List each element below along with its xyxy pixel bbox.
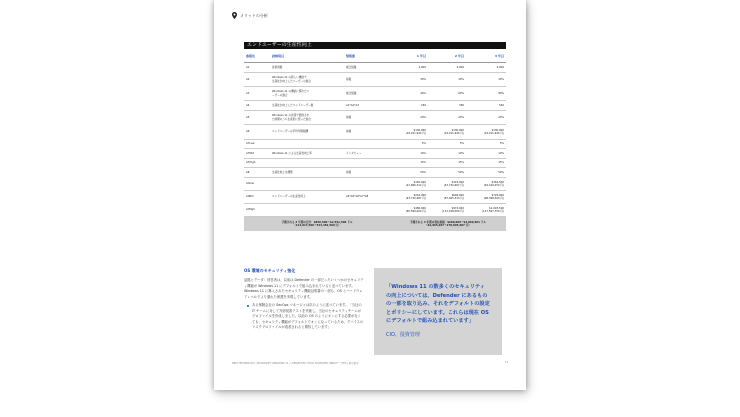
location-pin-icon — [232, 12, 237, 19]
cell-year2: 15% — [428, 159, 466, 168]
cell-year2: 2,000 — [428, 63, 466, 73]
cell-year2: $130,000 (19,221,944 円) — [428, 125, 466, 140]
cell-ref: AtMid — [244, 191, 270, 204]
col-year3: 3 年目 — [466, 50, 506, 63]
cell-year3: 20% — [466, 111, 506, 125]
cell-year3: 30% — [466, 73, 506, 87]
cell-ref: A7High — [244, 159, 270, 168]
cell-item — [270, 204, 344, 217]
bullet-dot — [247, 305, 249, 307]
cell-year1: 40% — [390, 87, 428, 101]
bullet-text: ある保険会社の SecOps マネージャは次のように述べています。「当社の IT チームに対して外部侵害テストを実施し、当社のセキュリティチームがプロファイルを作成しました。以前の OS のようにオンにする必要がなくても、セキュリティ機能がデフォルトでオンになっているため、デバイスのリスクプロファイルが改善されると期待しています」 — [252, 303, 364, 329]
cell-year3: $130,000 (19,221,944 円) — [466, 125, 506, 140]
page-header — [232, 12, 268, 19]
cell-item: エンドユーザーの平均年間報酬 — [270, 125, 344, 140]
cell-item: 従業員数 — [270, 63, 344, 73]
section-heading: OS 環境のセキュリティ強化 — [244, 268, 296, 273]
table-row — [244, 101, 506, 111]
cell-source: 前提 — [344, 111, 390, 125]
cell-ref: AtLow — [244, 178, 270, 191]
cell-year2: $648,000 (87,465,333 円) — [428, 191, 466, 204]
cell-ref: A8 — [244, 168, 270, 178]
document-page — [214, 0, 526, 390]
table-header-row — [244, 50, 506, 63]
cell-year2: 60% — [428, 87, 466, 101]
cell-year1: 30% — [390, 73, 428, 87]
cell-item: Windows 11 の機能に慣れたユ ーザーの割合 — [270, 87, 344, 101]
cell-source: 複合組織 — [344, 87, 390, 101]
col-year2: 2 年目 — [428, 50, 466, 63]
section-label: メリットの分析 — [240, 12, 268, 18]
table-row — [244, 140, 506, 149]
cell-source: 複合組織 — [344, 63, 390, 73]
cell-year2: 20% — [428, 111, 466, 125]
productivity-table — [244, 50, 506, 231]
cell-year1: 5% — [390, 140, 428, 149]
table-row — [244, 63, 506, 73]
cell-ref: A7Low — [244, 140, 270, 149]
cell-item: Windows 11 の新しい機能で 生産性が向上したユーザーの割合 — [270, 73, 344, 87]
cell-item — [270, 178, 344, 191]
cell-source: 前提 — [344, 125, 390, 140]
table-total-row — [244, 217, 506, 232]
cell-item: 生産性が向上したエンドユーザー数 — [270, 101, 344, 111]
table-row — [244, 191, 506, 204]
cell-item: Windows 11 の改善で節約され た時間のうち生産的に使った割合 — [270, 111, 344, 125]
cell-item: Windows 11 による生産性向上率 — [270, 149, 344, 159]
list-item — [244, 303, 364, 331]
col-ref: 参照先 — [244, 50, 270, 63]
cell-year3: $1,093,500 (147,597,750 円) — [466, 204, 506, 217]
cell-ref: A1 — [244, 63, 270, 73]
cell-year1: 2,000 — [390, 63, 428, 73]
page-footer — [232, 361, 508, 365]
cell-year1: $130,000 (19,221,944 円) — [390, 125, 428, 140]
table-row — [244, 125, 506, 140]
cell-ref: A7Mid — [244, 149, 270, 159]
cell-ref: AtHigh — [244, 204, 270, 217]
cell-year3: 50% — [466, 168, 506, 178]
cell-source — [344, 140, 390, 149]
section-body — [244, 278, 364, 331]
cell-year2: $324,000 (43,732,667 円) — [428, 178, 466, 191]
pull-quote — [374, 268, 502, 355]
total-present-value: 予測される 3 年間の現在価値：$690,000～$2,069,601 ドル （92,965,067～278,895,607 円） — [390, 217, 506, 232]
quote-source: CIO、投資管理 — [386, 331, 420, 338]
table-row — [244, 73, 506, 87]
cell-item — [270, 159, 344, 168]
cell-year3: $364,500 (49,199,250 円) — [466, 178, 506, 191]
evidence-paragraph: 証拠とデータ：回答者は、以前は Defender の一部だったいくつかのセキュリティ機能が Windows 11 にデフォルトで組み込まれていると述べています。Windows 11 に導入されたセキュリティ機能証明書の一部も、OS とハードウェアレベルでより優れた保護を実現しています。 — [244, 278, 364, 299]
cell-item: 生産性向上を調整 — [270, 168, 344, 178]
table-row — [244, 168, 506, 178]
cell-ref: A3 — [244, 87, 270, 101]
page-number: 11 — [504, 361, 508, 364]
cell-year2: 10% — [428, 149, 466, 159]
cell-year1: 50% — [390, 168, 428, 178]
col-item: 評価項目 — [270, 50, 344, 63]
cell-year1: 10% — [390, 149, 428, 159]
cell-year3: 80% — [466, 87, 506, 101]
table-row — [244, 149, 506, 159]
col-year1: 1 年目 — [390, 50, 428, 63]
cell-source: インタビュー — [344, 149, 390, 159]
cell-ref: A2 — [244, 73, 270, 87]
footer-text: NEW TECHNOLOGY | MICROSOFT WINDOWS 11 の PROJECTED TOTAL ECONOMIC IMPACT™ (TEI) | 推奨事項 — [232, 362, 359, 365]
cell-item: エンドユーザーの生産性向上 — [270, 191, 344, 204]
cell-ref: A4 — [244, 101, 270, 111]
cell-year3: $729,000 (98,398,500 円) — [466, 191, 506, 204]
cell-year2: 5% — [428, 140, 466, 149]
cell-year1: 240 — [390, 101, 428, 111]
cell-year2: 360 — [428, 101, 466, 111]
table-row — [244, 87, 506, 101]
cell-source: 前提 — [344, 73, 390, 87]
cell-year1: 20% — [390, 111, 428, 125]
table-row — [244, 159, 506, 168]
cell-ref: A5 — [244, 111, 270, 125]
quote-text: 「Windows 11 の数多くのセキュリティの向上については、Defender にあるものの一部を取り込み、それをデフォルトの設定とポリシーにしています。これらは現在 OS にデフォルトで組み込まれています」 — [386, 284, 490, 325]
cell-year3: 10% — [466, 149, 506, 159]
cell-year2: 50% — [428, 168, 466, 178]
table-row — [244, 204, 506, 217]
cell-source: A1*A2*A3 — [344, 101, 390, 111]
cell-year1: $162,000 (21,896,312 円) — [390, 178, 428, 191]
cell-year1: 15% — [390, 159, 428, 168]
cell-item — [270, 140, 344, 149]
cell-year3: 5% — [466, 140, 506, 149]
cell-year1: $486,000 (65,599,000 円) — [390, 204, 428, 217]
cell-source — [344, 159, 390, 168]
cell-year2: 30% — [428, 73, 466, 87]
cell-source: A4*A5*A6*A7*A8 — [344, 191, 390, 204]
table-row — [244, 178, 506, 191]
cell-source — [344, 178, 390, 191]
cell-source — [344, 204, 390, 217]
col-source: 情報源 — [344, 50, 390, 63]
cell-ref: A6 — [244, 125, 270, 140]
total-three-year: 予測される 3 年間の合計：$850,500～$2,551,500 ドル （114,817,500～344,452,500 円） — [244, 217, 390, 232]
cell-year2: $972,000 (131,198,000 円) — [428, 204, 466, 217]
table-title: エンドユーザーの生産性向上 — [244, 42, 506, 49]
cell-year3: 15% — [466, 159, 506, 168]
cell-year1: $216,000 (43,732,667 円) — [390, 191, 428, 204]
table-row — [244, 111, 506, 125]
cell-year3: 540 — [466, 101, 506, 111]
cell-year3: 2,000 — [466, 63, 506, 73]
cell-source: 前提 — [344, 168, 390, 178]
